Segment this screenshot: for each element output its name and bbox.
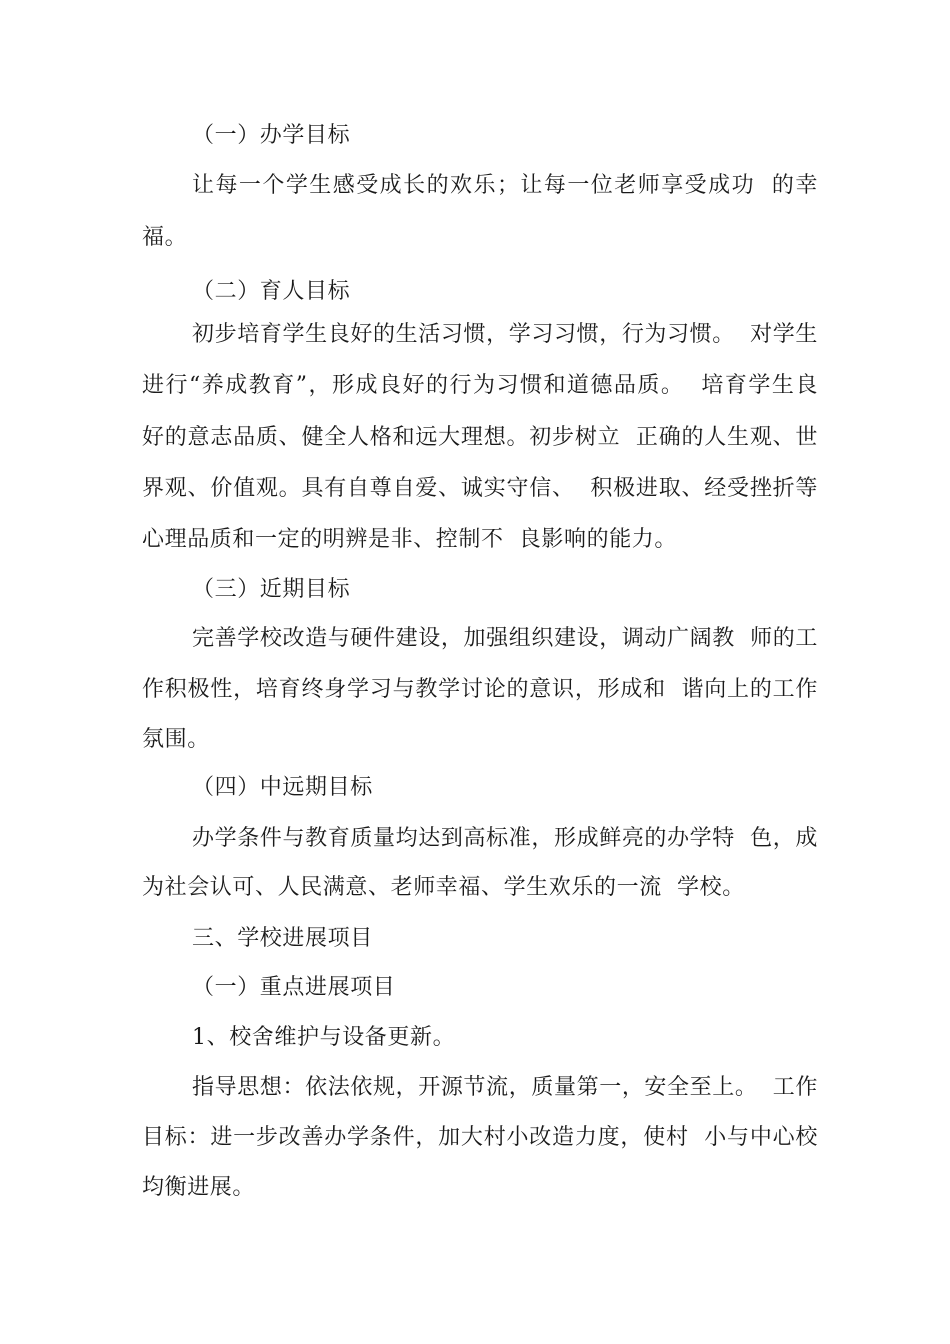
paragraph-line: 心理品质和一定的明辨是非、控制不 良影响的能力。 <box>142 527 677 552</box>
heading-education-goal: （二）育人目标 <box>192 279 351 304</box>
paragraph-line: 作积极性，培育终身学习与教学讨论的意识，形成和 谐向上的工作 <box>142 677 818 702</box>
paragraph-line: 好的意志品质、健全人格和远大理想。初步树立 正确的人生观、世 <box>142 425 818 450</box>
heading-school-projects: 三、学校进展项目 <box>192 926 373 951</box>
paragraph-line: 氛围。 <box>142 727 210 752</box>
heading-key-projects: （一）重点进展项目 <box>192 975 396 1000</box>
paragraph-line: 让每一个学生感受成长的欢乐；让每一位老师享受成功 的幸 <box>192 173 818 198</box>
paragraph-line: 完善学校改造与硬件建设，加强组织建设，调动广阔教 师的工 <box>192 626 818 651</box>
heading-school-goal: （一）办学目标 <box>192 123 351 148</box>
heading-short-term-goal: （三）近期目标 <box>192 577 351 602</box>
paragraph-line: 界观、价值观。具有自尊自爱、诚实守信、 积极进取、经受挫折等 <box>142 476 818 501</box>
paragraph-line: 目标：进一步改善办学条件，加大村小改造力度，使村 小与中心校 <box>142 1125 818 1150</box>
heading-long-term-goal: （四）中远期目标 <box>192 775 373 800</box>
paragraph-line: 为社会认可、人民满意、老师幸福、学生欢乐的一流 学校。 <box>142 875 745 900</box>
paragraph-line: 办学条件与教育质量均达到高标准，形成鲜亮的办学特 色，成 <box>192 826 818 851</box>
paragraph-line: 指导思想：依法依规，开源节流，质量第一，安全至上。 工作 <box>192 1075 818 1100</box>
paragraph-line: 均衡进展。 <box>142 1175 256 1200</box>
paragraph-line: 进行“养成教育”，形成良好的行为习惯和道德品质。 培育学生良 <box>142 373 818 398</box>
paragraph-line: 初步培育学生良好的生活习惯，学习习惯，行为习惯。 对学生 <box>192 322 818 347</box>
paragraph-line: 福。 <box>142 225 188 250</box>
item-heading: 1、校舍维护与设备更新。 <box>192 1025 456 1050</box>
